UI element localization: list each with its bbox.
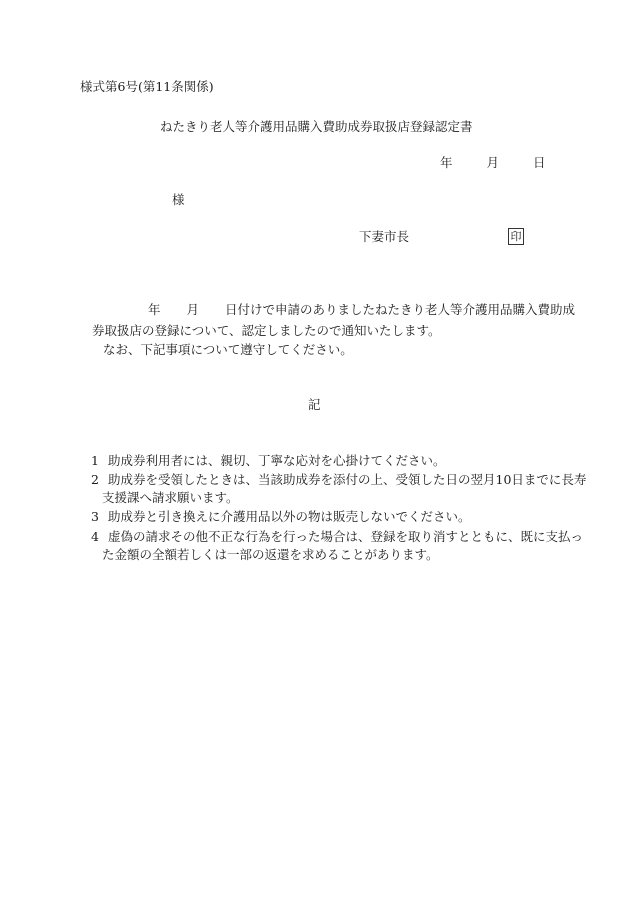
list-item <box>91 455 446 468</box>
list-item <box>91 511 471 524</box>
item-number: 3 <box>91 509 99 524</box>
document-title: ねたきり老人等介護用品購入費助成券取扱店登録認定書 <box>160 119 473 134</box>
date-day-label: 日 <box>533 155 546 170</box>
item-text: 助成券を受領したときは、当該助成券を添付の上、受領した日の翌月10日までに長寿 <box>108 472 587 487</box>
item-number: 1 <box>91 453 99 468</box>
item-text: 助成券利用者には、親切、丁寧な応対を心掛けてください。 <box>108 453 446 468</box>
body-month-label: 月 <box>186 302 200 317</box>
body-line-3: なお、下記事項について遵守してください。 <box>103 342 353 357</box>
list-item <box>91 531 583 544</box>
issuer-name: 下妻市長 <box>359 229 410 244</box>
item-number: 4 <box>91 529 99 544</box>
item-number: 2 <box>91 472 99 487</box>
body-line1-text: 日付けで申請のありましたねたきり老人等介護用品購入費助成 <box>225 302 576 317</box>
date-month-label: 月 <box>486 155 500 170</box>
list-item-continuation: た金額の全額若しくは一部の返還を求めることがあります。 <box>102 547 439 562</box>
form-number: 様式第6号(第11条関係) <box>80 79 214 94</box>
body-year-label: 年 <box>148 302 161 317</box>
date-year-label: 年 <box>440 155 453 170</box>
item-text: 虚偽の請求その他不正な行為を行った場合は、登録を取り消すとともに、既に支払っ <box>108 529 584 544</box>
ki-heading: 記 <box>308 397 321 412</box>
seal-stamp: 印 <box>508 228 524 245</box>
item-text: 助成券と引き換えに介護用品以外の物は販売しないでください。 <box>108 509 471 524</box>
addressee-honorific: 様 <box>172 192 185 207</box>
date-line <box>440 157 546 170</box>
list-item-continuation: 支援課へ請求願います。 <box>102 490 239 505</box>
body-line-2: 券取扱店の登録について、認定しましたので通知いたします。 <box>92 323 441 338</box>
body-line-1 <box>148 304 575 317</box>
list-item <box>91 474 586 487</box>
